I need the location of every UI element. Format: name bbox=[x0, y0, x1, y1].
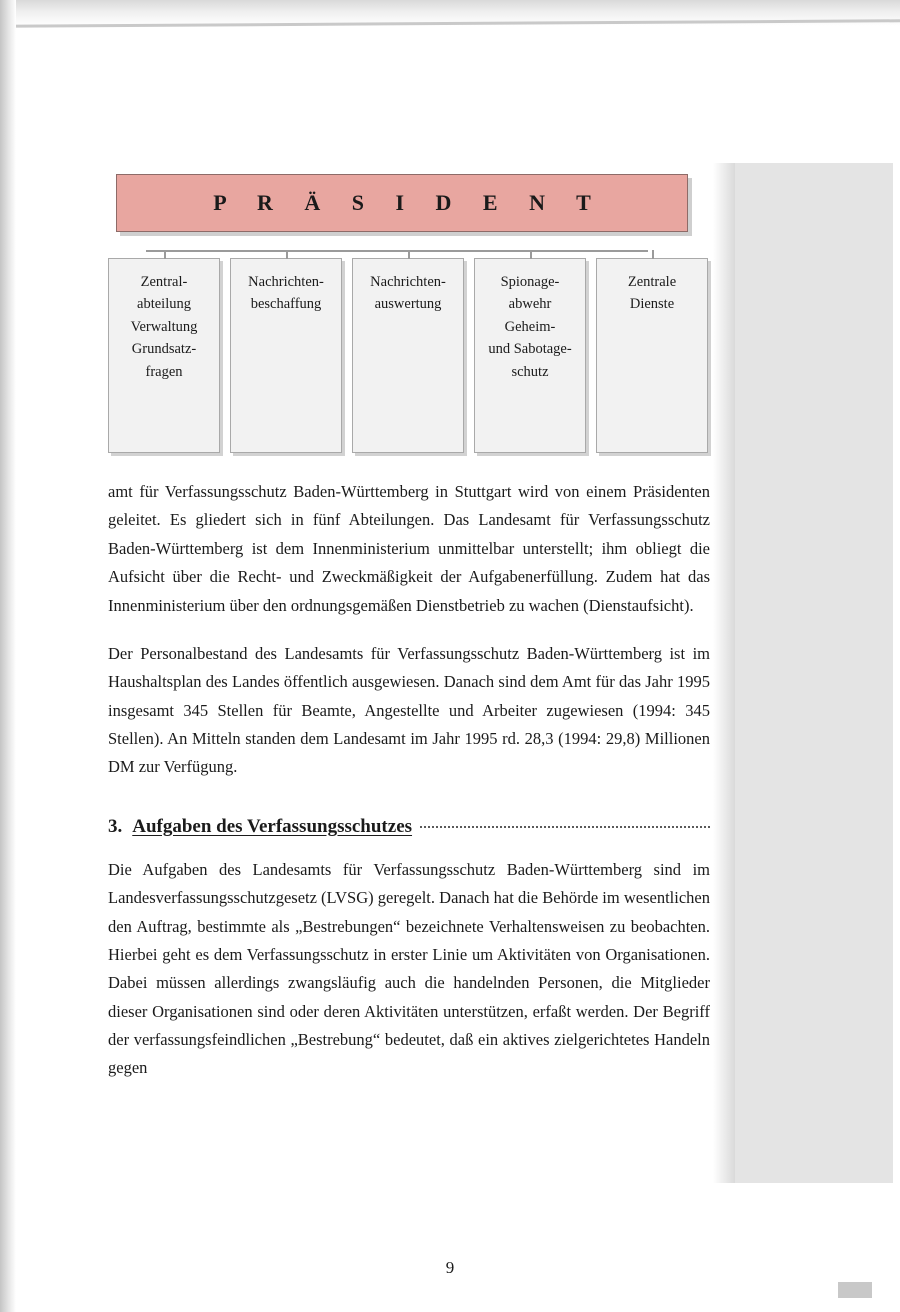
unit-line: Nachrichten- bbox=[248, 274, 324, 290]
unit-line: und Sabotage- bbox=[488, 341, 572, 358]
section-heading-text: Aufgaben des Verfassungsschutzes bbox=[132, 815, 413, 837]
chart-unit-nachrichtenbeschaffung bbox=[230, 258, 342, 453]
chart-unit-zentralabteilung bbox=[108, 258, 220, 453]
unit-line: fragen bbox=[145, 363, 183, 380]
unit-line: Verwaltung bbox=[130, 318, 198, 335]
heading-dot-leader bbox=[420, 826, 710, 828]
unit-line: abwehr bbox=[508, 296, 552, 313]
unit-line: schutz bbox=[511, 363, 549, 380]
chart-unit-spionageabwehr bbox=[474, 258, 586, 453]
body-paragraph-1: amt für Verfassungsschutz Baden-Württemberg in Stuttgart wird von einem Präsidenten geleitet. Es gliedert sich in fünf Abteilungen. Das Landesamt für Verfassungsschutz Baden-Württemberg ist dem Innenministerium unmittelbar unterstellt; ihm obliegt die Aufsicht über die Recht- und Zweckmäßigkeit der Aufgabenerfüllung. Zudem hat das Innenministerium über den ordnungsgemäßen Dienstbetrieb zu wachen (Dienstaufsicht). bbox=[108, 482, 710, 615]
unit-line: Geheim- bbox=[504, 318, 556, 335]
unit-line: Spionage- bbox=[500, 274, 560, 290]
unit-stem bbox=[652, 250, 654, 259]
chart-units-row bbox=[108, 258, 710, 453]
chart-unit-zentrale-dienste bbox=[596, 258, 708, 453]
unit-stem bbox=[286, 250, 288, 259]
section-heading bbox=[108, 816, 710, 838]
unit-stem bbox=[530, 250, 532, 259]
president-label: P R Ä S I D E N T bbox=[213, 190, 604, 215]
chart-connector-line bbox=[146, 250, 648, 252]
unit-stem bbox=[408, 250, 410, 259]
unit-line: beschaffung bbox=[250, 296, 322, 313]
body-paragraph-3: Die Aufgaben des Landesamts für Verfassungsschutz Baden-Württemberg sind im Landesverfassungsschutzgesetz (LVSG) geregelt. Danach hat die Behörde im wesentlichen den Auftrag, bestimmte als „Bestrebungen“ bezeichnete Verhaltensweisen zu beobachten. Hierbei geht es dem Verfassungsschutz in erster Linie um Aktivitäten von Organisationen. Dabei müssen allerdings zwangsläufig auch die handelnden Personen, die Mitglieder dieser Organisationen sind oder deren Aktivitäten unterstützen, erfaßt werden. Der Begriff der verfassungsfeindlichen „Bestrebung“ bedeutet, daß ein aktives zielgerichtetes Handeln gegen bbox=[108, 859, 710, 1078]
unit-stem bbox=[164, 250, 166, 259]
unit-line: abteilung bbox=[137, 296, 191, 313]
unit-line: Zentrale bbox=[627, 274, 677, 290]
unit-line: Grundsatz- bbox=[131, 341, 197, 358]
page-number: 9 bbox=[445, 1258, 455, 1277]
body-paragraph-2: Der Personalbestand des Landesamts für Verfassungsschutz Baden-Württemberg ist im Haushaltsplan des Landes öffentlich ausgewiesen. Danach sind dem Amt für das Jahr 1995 insgesamt 345 Stellen für Beamte, Angestellte und Arbeiter zugewiesen (1994: 345 Stellen). An Mitteln standen dem Landesamt im Jahr 1995 rd. 28,3 (1994: 29,8) Millionen DM zur Verfügung. bbox=[108, 643, 710, 777]
president-box bbox=[116, 174, 688, 232]
organization-chart bbox=[108, 170, 710, 452]
chart-unit-nachrichtenauswertung bbox=[352, 258, 464, 453]
unit-line: Nachrichten- bbox=[370, 274, 446, 290]
section-heading-number: 3. bbox=[108, 815, 123, 837]
unit-line: Dienste bbox=[629, 296, 675, 313]
page-content bbox=[108, 170, 710, 1103]
unit-line: auswertung bbox=[374, 296, 442, 313]
unit-line: Zentral- bbox=[140, 274, 188, 290]
